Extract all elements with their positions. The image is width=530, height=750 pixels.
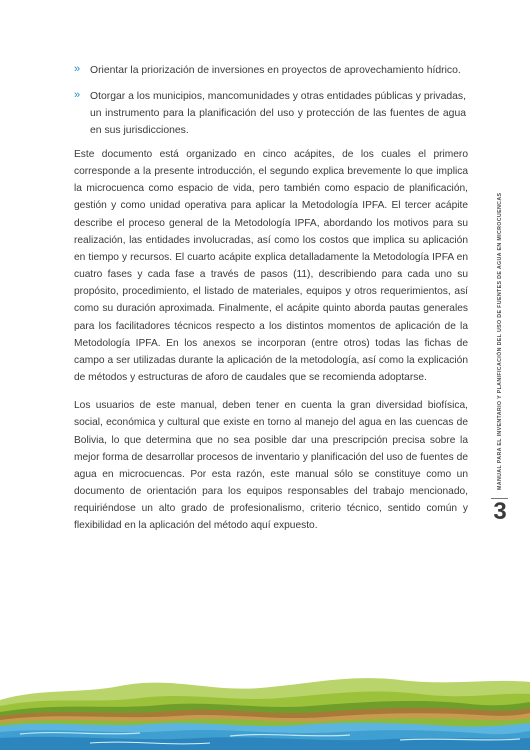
bullet-text: Orientar la priorización de inversiones en proyectos de aprovechamiento hídrico.	[90, 65, 461, 76]
running-title: MANUAL PARA EL INVENTARIO Y PLANIFICACIÓN DEL USO DE FUENTES DE AGUA EN MICROCUENCAS	[497, 192, 503, 490]
bullet-text: Otorgar a los municipios, mancomunidades y otras entidades públicas y privadas, un instrumento para la planificación del uso y protección de las fuentes de agua en sus jurisdicciones.	[90, 91, 466, 136]
page-number: 3	[493, 498, 507, 525]
bullet-item	[74, 88, 466, 139]
bullet-list	[74, 62, 466, 148]
body-text	[74, 146, 468, 545]
bullet-marker: »	[74, 89, 81, 101]
bullet-item	[74, 62, 466, 79]
landscape-footer-illustration	[0, 650, 530, 750]
bullet-marker: »	[74, 63, 81, 75]
paragraph: Los usuarios de este manual, deben tener en cuenta la gran diversidad biofísica, social, económica y cultural que existe en torno al manejo del agua en las cuencas de Bolivia, lo que determina que no sea posible dar una prescripción precisa sobre la mejor forma de desarrollar procesos de inventario y planificación del uso de fuentes de agua en microcuencas. Por esta razón, este manual sólo se constituye como un documento de orientación para los equipos responsables del trabajo mencionado, requiriéndose un alto grado de profesionalismo, criterio técnico, sentido común y flexibilidad en la aplicación del método aquí expuesto.	[74, 400, 468, 532]
paragraph: Este documento está organizado en cinco acápites, de los cuales el primero corresponde a la presente introducción, el segundo explica brevemente lo que implica la microcuenca como espacio de vida, pero también como espacio de planificación, gestión y como unidad operativa para aplicar la Metodología IPFA. El tercer acápite describe el proceso general de la Metodología IPFA, abordando los motivos para su realización, las entidades involucradas, así como los costos que implica su aplicación en tiempo y recursos. El cuarto acápite explica detalladamente la Metodología IPFA en cuatro fases y cada fase a través de pasos (11), describiendo para cada uno su propósito, procedimiento, el listado de materiales, equipos y otros requerimientos, así como su duración aproximada. Finalmente, el acápite quinto aborda pautas generales para los facilitadores técnicos respecto a los distintos momentos de aplicación de la Metodología IPFA. En los anexos se incorporan (entre otros) todas las fichas de campo a ser utilizadas durante la aplicación de la metodología, así como la explicación de métodos y estructuras de aforo de caudales que se recomienda adoptarse.	[74, 149, 468, 384]
